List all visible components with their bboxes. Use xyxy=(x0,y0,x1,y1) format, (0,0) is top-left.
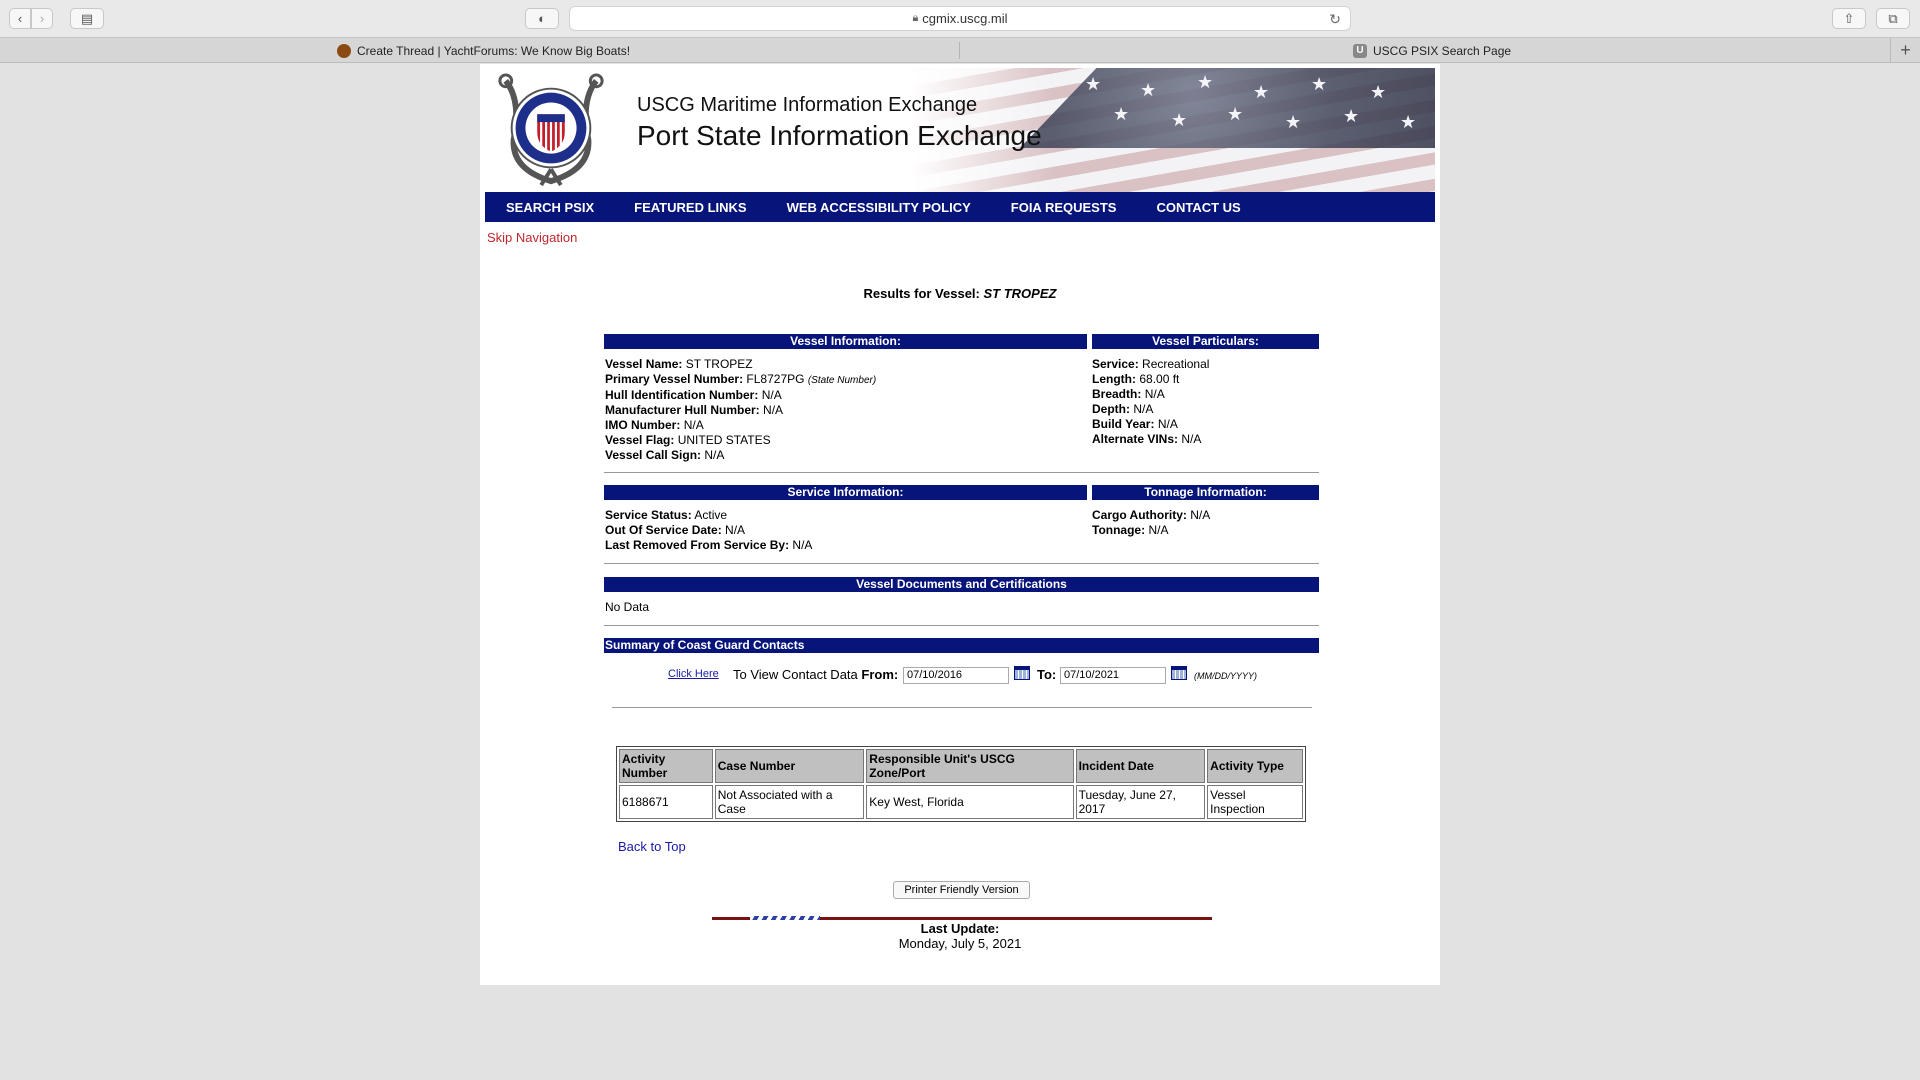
star-icon: ★ xyxy=(1343,106,1360,126)
forward-button[interactable]: › xyxy=(31,8,53,29)
yachtforums-favicon-icon xyxy=(337,44,351,58)
share-icon[interactable]: ⇧ xyxy=(1832,8,1866,29)
field-cargo-authority: Cargo Authority: N/A xyxy=(1092,508,1211,522)
table-row xyxy=(619,785,1303,819)
star-icon: ★ xyxy=(1140,80,1157,100)
back-to-top-link[interactable]: Back to Top xyxy=(618,839,686,854)
star-icon: ★ xyxy=(1285,112,1302,132)
col-incident-date: Incident Date xyxy=(1076,749,1206,783)
section-divider xyxy=(604,625,1319,626)
uscg-favicon-icon: U xyxy=(1353,44,1367,58)
cell-incident-date: Tuesday, June 27, 2017 xyxy=(1076,785,1206,819)
star-icon: ★ xyxy=(1197,72,1214,92)
service-information-header: Service Information: xyxy=(604,485,1087,500)
field-depth: Depth: N/A xyxy=(1092,402,1154,416)
field-vessel-name: Vessel Name: ST TROPEZ xyxy=(605,357,753,371)
page-content xyxy=(480,64,1440,985)
star-icon: ★ xyxy=(1113,104,1130,124)
header-subtitle: USCG Maritime Information Exchange xyxy=(637,94,978,116)
field-build-year: Build Year: N/A xyxy=(1092,417,1178,431)
field-last-removed-from-service-by: Last Removed From Service By: N/A xyxy=(605,538,813,552)
results-vessel-name: ST TROPEZ xyxy=(983,286,1057,301)
contacts-header: Summary of Coast Guard Contacts xyxy=(604,638,1319,653)
field-breadth: Breadth: N/A xyxy=(1092,387,1165,401)
calendar-to-icon[interactable] xyxy=(1171,666,1187,680)
vessel-particulars-block xyxy=(1092,357,1320,447)
field-vessel-call-sign: Vessel Call Sign: N/A xyxy=(605,448,725,462)
address-url: cgmix.uscg.mil xyxy=(922,11,1008,26)
service-information-block xyxy=(605,508,1085,553)
field-manufacturer-hull-number: Manufacturer Hull Number: N/A xyxy=(605,403,784,417)
cell-case-number: Not Associated with a Case xyxy=(715,785,865,819)
tab-overview-icon[interactable]: ⧉ xyxy=(1876,8,1910,29)
vessel-particulars-header: Vessel Particulars: xyxy=(1092,334,1319,349)
field-service-status: Service Status: Active xyxy=(605,508,728,522)
nav-web-accessibility-policy[interactable]: WEB ACCESSIBILITY POLICY xyxy=(786,199,971,215)
back-button[interactable]: ‹ xyxy=(9,8,31,29)
tonnage-information-block xyxy=(1092,508,1320,538)
star-icon: ★ xyxy=(1227,104,1244,124)
tab-label: USCG PSIX Search Page xyxy=(1373,43,1512,58)
view-contact-label: To View Contact Data From: xyxy=(733,667,899,682)
star-icon: ★ xyxy=(1311,74,1328,94)
star-icon: ★ xyxy=(1171,110,1188,130)
tab-divider xyxy=(959,42,960,59)
nav-contact-us[interactable]: CONTACT US xyxy=(1156,199,1241,215)
coast-guard-seal-icon xyxy=(492,71,610,189)
col-activity-number: Activity Number xyxy=(619,749,713,783)
field-length: Length: 68.00 ft xyxy=(1092,372,1180,386)
address-bar[interactable] xyxy=(569,6,1351,31)
sidebar-toggle-icon[interactable]: ▤ xyxy=(70,8,104,29)
section-divider xyxy=(604,472,1319,473)
tab-bar xyxy=(0,37,1920,63)
last-update xyxy=(480,921,1440,951)
printer-friendly-button[interactable]: Printer Friendly Version xyxy=(893,881,1030,899)
site-header xyxy=(485,68,1435,192)
field-primary-vessel-number: Primary Vessel Number: FL8727PG (State Number) xyxy=(605,372,877,386)
nav-foia-requests[interactable]: FOIA REQUESTS xyxy=(1010,199,1117,215)
field-imo-number: IMO Number: N/A xyxy=(605,418,704,432)
reload-icon[interactable]: ↻ xyxy=(1329,11,1341,27)
cell-activity-number: 6188671 xyxy=(619,785,713,819)
col-activity-type: Activity Type xyxy=(1207,749,1303,783)
privacy-shield-icon[interactable]: ◐ xyxy=(525,8,559,29)
results-title xyxy=(480,286,1440,301)
section-divider xyxy=(604,563,1319,564)
to-label: To: xyxy=(1037,667,1057,682)
last-update-date: Monday, July 5, 2021 xyxy=(898,936,1022,951)
table-header-row xyxy=(619,749,1303,783)
tab-psix[interactable] xyxy=(1353,38,1511,63)
star-icon: ★ xyxy=(1400,112,1417,132)
header-title: Port State Information Exchange xyxy=(637,120,1042,151)
main-nav xyxy=(485,192,1435,222)
field-alternate-vins: Alternate VINs: N/A xyxy=(1092,432,1202,446)
tab-yachtforums[interactable] xyxy=(337,38,630,63)
field-vessel-flag: Vessel Flag: UNITED STATES xyxy=(605,433,771,447)
nav-featured-links[interactable]: FEATURED LINKS xyxy=(634,199,747,215)
field-out-of-service-date: Out Of Service Date: N/A xyxy=(605,523,746,537)
date-format-hint: (MM/DD/YYYY) xyxy=(1194,671,1257,681)
tab-label: Create Thread | YachtForums: We Know Big Boats! xyxy=(357,43,631,58)
field-tonnage: Tonnage: N/A xyxy=(1092,523,1169,537)
footer-divider xyxy=(712,917,1212,920)
field-service: Service: Recreational xyxy=(1092,357,1210,371)
tonnage-information-header: Tonnage Information: xyxy=(1092,485,1319,500)
new-tab-button[interactable]: + xyxy=(1890,38,1920,63)
field-hull-id-number: Hull Identification Number: N/A xyxy=(605,388,782,402)
last-update-label: Last Update: xyxy=(920,921,1000,936)
calendar-from-icon[interactable] xyxy=(1014,666,1030,680)
activity-table xyxy=(616,746,1306,822)
results-prefix: Results for Vessel: xyxy=(863,286,980,301)
browser-toolbar xyxy=(0,0,1920,37)
vessel-information-header: Vessel Information: xyxy=(604,334,1087,349)
cell-responsible-unit: Key West, Florida xyxy=(866,785,1073,819)
click-here-link[interactable]: Click Here xyxy=(668,668,719,680)
cell-activity-type: Vessel Inspection xyxy=(1207,785,1303,819)
star-icon: ★ xyxy=(1370,82,1387,102)
to-date-input[interactable]: 07/10/2021 xyxy=(1060,667,1166,684)
star-icon: ★ xyxy=(1085,74,1102,94)
col-responsible-unit: Responsible Unit's USCG Zone/Port xyxy=(866,749,1073,783)
vessel-information-block xyxy=(605,357,1085,463)
nav-search-psix[interactable]: SEARCH PSIX xyxy=(506,199,595,215)
documents-header: Vessel Documents and Certifications xyxy=(604,577,1319,592)
star-icon: ★ xyxy=(1253,82,1270,102)
documents-body: No Data xyxy=(605,600,650,614)
col-case-number: Case Number xyxy=(715,749,865,783)
skip-navigation-link[interactable]: Skip Navigation xyxy=(487,230,578,245)
section-divider xyxy=(612,707,1312,708)
from-date-input[interactable]: 07/10/2016 xyxy=(903,667,1009,684)
lock-icon: 🔒︎ xyxy=(912,12,919,24)
